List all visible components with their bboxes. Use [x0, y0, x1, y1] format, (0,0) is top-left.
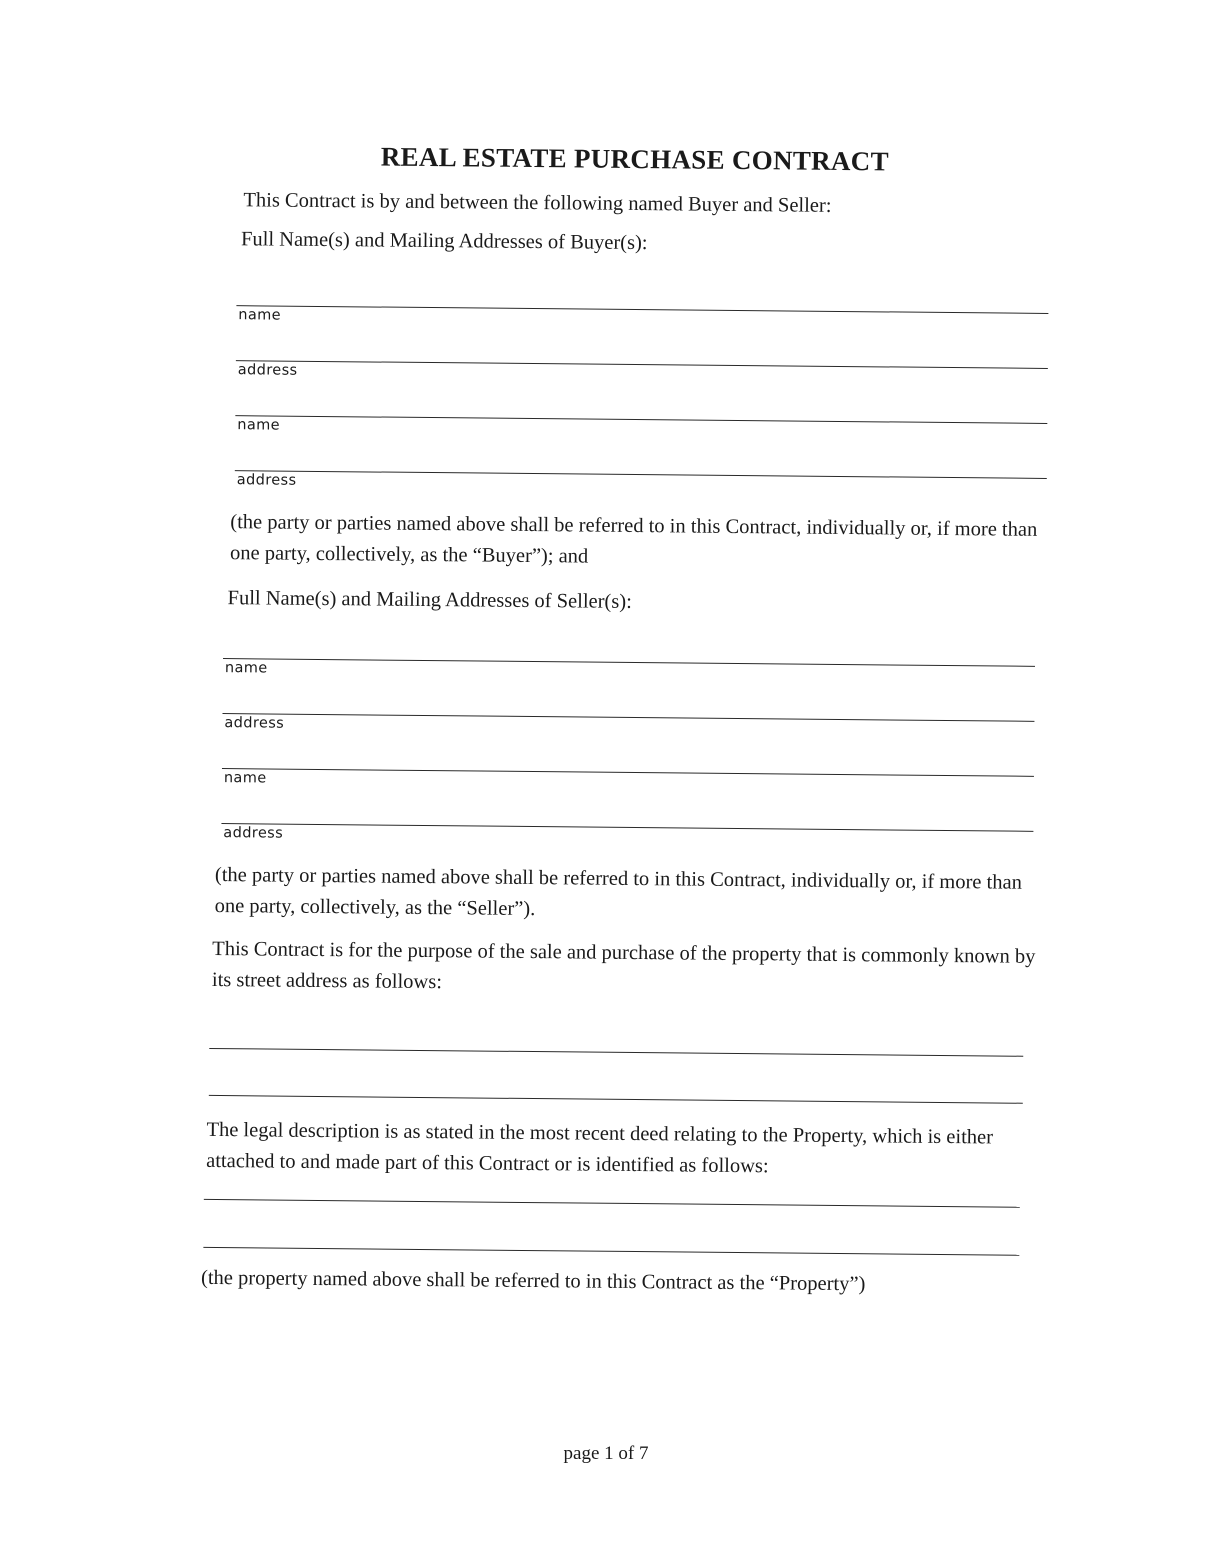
buyer-clause: (the party or parties named above shall be referred to in this Contract, individually or, if more than one party, collectively, as the “Buyer”); and [229, 511, 1038, 568]
buyer-2-name-field[interactable] [235, 415, 1047, 450]
street-address-line-1[interactable] [209, 1048, 1023, 1058]
property-clause: (the property named above shall be referred to in this Contract as the “Property”) [200, 1266, 866, 1296]
field-label: name [223, 770, 267, 787]
legal-description-text: The legal description is as stated in the most recent deed relating to the Property, which is either attached to and made part of this Contract or is identified as follows: [206, 1118, 994, 1178]
buyer-1-name-field[interactable] [236, 305, 1048, 340]
intro-text: This Contract is by and between the following named Buyer and Seller: [243, 189, 832, 217]
field-label: address [224, 715, 285, 732]
seller-fields [221, 658, 1035, 858]
contract-body [200, 140, 1050, 1302]
page-number: page 1 of 7 [563, 1443, 649, 1464]
buyer-1-address-field[interactable] [236, 360, 1048, 395]
field-label: address [237, 362, 298, 379]
contract-title: REAL ESTATE PURCHASE CONTRACT [380, 141, 889, 177]
buyer-2-address-field[interactable] [235, 470, 1047, 505]
seller-1-address-field[interactable] [222, 713, 1034, 748]
seller-2-name-field[interactable] [222, 768, 1034, 803]
field-label: name [238, 307, 282, 324]
legal-description-line-1[interactable] [204, 1199, 1020, 1209]
legal-description-line-2[interactable] [203, 1247, 1019, 1257]
property-intro: This Contract is for the purpose of the sale and purchase of the property that is commonly known by its street address as follows: [211, 937, 1036, 994]
field-label: address [236, 472, 297, 489]
field-label: name [224, 660, 268, 677]
field-label: address [223, 825, 284, 842]
seller-heading: Full Name(s) and Mailing Addresses of Seller(s): [227, 587, 632, 613]
seller-clause: (the party or parties named above shall be referred to in this Contract, individually or, if more than one party, collectively, as the “Seller”). [214, 863, 1022, 921]
legal-description-lines [203, 1199, 1019, 1257]
buyer-fields [235, 305, 1049, 505]
seller-1-name-field[interactable] [223, 658, 1035, 693]
seller-2-address-field[interactable] [221, 823, 1033, 858]
field-label: name [237, 417, 281, 434]
street-address-lines [209, 1048, 1023, 1105]
buyer-heading: Full Name(s) and Mailing Addresses of Buyer(s): [240, 228, 648, 255]
street-address-line-2[interactable] [209, 1095, 1023, 1105]
